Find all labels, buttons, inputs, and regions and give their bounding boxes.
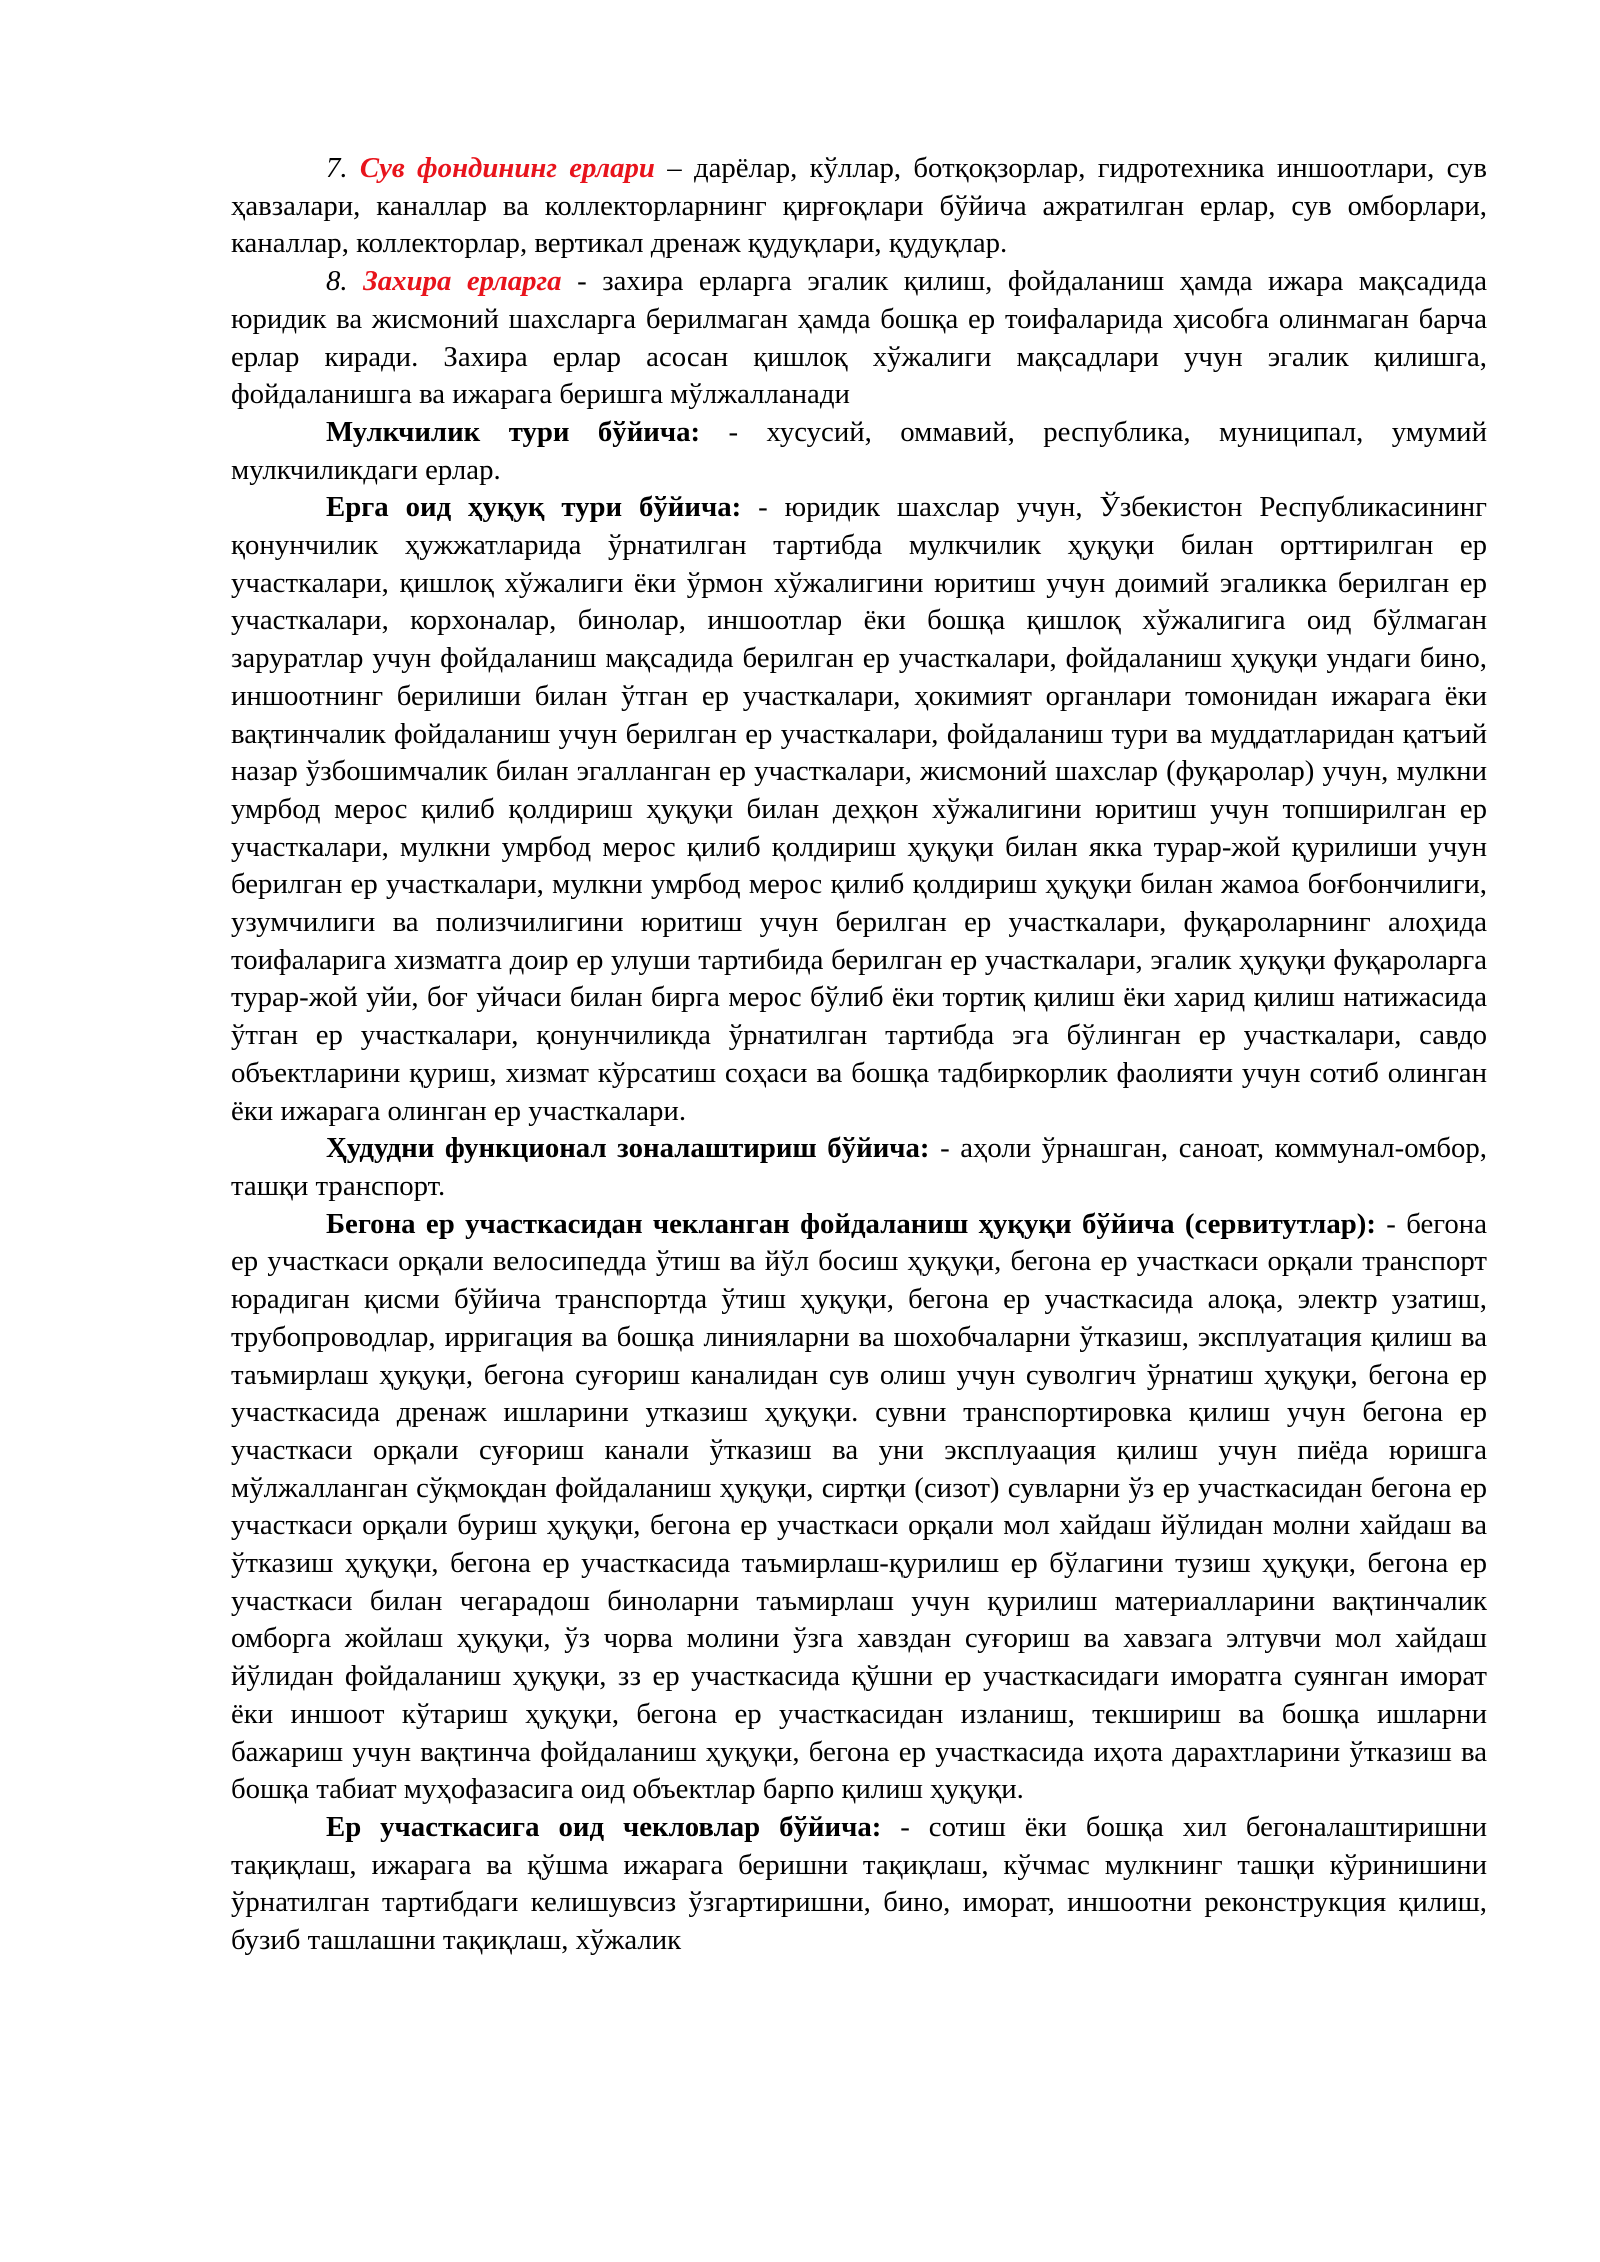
paragraph-land-rights-type: [231, 489, 1487, 1130]
term-water-fund-lands: Сув фондининг ерлари: [359, 152, 655, 184]
paragraph-text: - захира ерларга эгалик қилиш, фойдаланиш ҳамда ижара мақсадида юридик ва жисмоний шахсларга берилмаган ҳамда бошқа ер тоифаларида ҳисобга олинмаган барча ерлар киради. Захира ерлар асосан қишлоқ хўжалиги мақсадлари учун эгалик қилишга, фойдаланишга ва ижарага беришга мўлжалланади: [231, 265, 1488, 411]
paragraph-ownership-type: [231, 414, 1487, 489]
paragraph-water-fund-lands: [231, 150, 1487, 263]
paragraph-land-restrictions: [231, 1809, 1487, 1960]
heading-land-rights-type: Ерга оид ҳуқуқ тури бўйича:: [326, 491, 742, 524]
paragraph-text: - аҳоли ўрнашган, саноат, коммунал-омбор, ташқи транспорт.: [231, 1132, 1487, 1202]
heading-servitudes: Бегона ер участкасидан чекланган фойдаланиш ҳуқуқи бўйича (сервитутлар):: [326, 1207, 1376, 1240]
heading-functional-zoning: Ҳудудни функционал зоналаштириш бўйича:: [326, 1132, 930, 1165]
paragraph-number: 8.: [326, 265, 348, 298]
paragraph-functional-zoning: [231, 1130, 1487, 1205]
term-reserve-lands: Захира ерларга: [363, 265, 562, 298]
heading-ownership-type: Мулкчилик тури бўйича:: [326, 415, 701, 448]
paragraph-text: - бегона ер участкаси орқали велосипедда ўтиш ва йўл босиш ҳуқуқи, бегона ер участкаси орқали транспорт юрадиган қисми бўйича транспортда ўтиш ҳуқуқи, бегона ер участкасида алоқа, электр узатиш, трубопроводлар, ирригация ва бошқа линияларни ва шохобчаларни ўтказиш, эксплуатация қилиш ва таъмирлаш ҳуқуқи, бегона суғориш каналидан сув олиш учун суволгич ўрнатиш ҳуқуқи, бегона ер участкасида дренаж ишларини утказиш ҳуқуқи. сувни транспортировка қилиш учун бегона ер участкаси орқали суғориш канали ўтказиш ва уни эксплуаация қилиш учун пиёда юришга мўлжалланган сўқмоқдан фойдаланиш ҳуқуқи, сиртқи (сизот) сувларни ўз ер участкасидан бегона ер участкаси орқали буриш ҳуқуқи, бегона ер участкаси орқали мол хайдаш йўлидан молни хайдаш ва ўтказиш ҳуқуқи, бегона ер участкасида таъмирлаш-қурилиш ер бўлагини тузиш ҳуқуқи, бегона ер участкаси билан чегарадош биноларни таъмирлаш учун қурилиш материалларини вақтинчалик омборга жойлаш ҳуқуқи, ўз чорва молини ўзга хавздан суғориш ва хавзага элтувчи мол хайдаш йўлидан фойдаланиш ҳуқуқи, зз ер участкасида қўшни ер участкасидаги иморатга суянган иморат ёки иншоот кўтариш ҳуқуқи, бегона ер участкасидан изланиш, текшириш ва бошқа ишларни бажариш учун вақтинча фойдаланиш ҳуқуқи, бегона ер участкасида иҳота дарахтларини ўтказиш ва бошқа табиат муҳофазасига оид объектлар барпо қилиш ҳуқуқи.: [231, 1207, 1487, 1806]
paragraph-servitudes: [231, 1206, 1487, 1809]
paragraph-number: 7.: [326, 152, 348, 184]
document-page: [231, 150, 1487, 1960]
paragraph-text: - юридик шахслар учун, Ўзбекистон Республикасининг қонунчилик ҳужжатларида ўрнатилган тартибда мулкчилик ҳуқуқи билан орттирилган ер участкалари, қишлоқ хўжалиги ёки ўрмон хўжалигини юритиш учун доимий эгаликка берилган ер участкалари, корхоналар, бинолар, иншоотлар ёки бошқа қишлоқ хўжалигига оид бўлмаган заруратлар учун фойдаланиш мақсадида берилган ер участкалари, фойдаланиш ҳуқуқи ундаги бино, иншоотнинг берилиши билан ўтган ер участкалари, ҳокимият органлари томонидан ижарага ёки вақтинчалик фойдаланиш учун берилган ер участкалари, фойдаланиш тури ва муддатларидан қатъий назар ўзбошимчалик билан эгалланган ер участкалари, жисмоний шахслар (фуқаролар) учун, мулкни умрбод мерос қилиб қолдириш ҳуқуқи билан деҳқон хўжалигини юритиш учун топширилган ер участкалари, мулкни умрбод мерос қилиб қолдириш ҳуқуқи билан якка турар-жой қурилиши учун берилган ер участкалари, мулкни умрбод мерос қилиб қолдириш ҳуқуқи билан жамоа боғбончилиги, узумчилиги ва полизчилигини юритиш учун берилган ер участкалари, фуқароларнинг алоҳида тоифаларига хизматга доир ер улуши тартибида берилган ер участкалари, эгалик ҳуқуқи фуқароларга турар-жой уйи, боғ уйчаси билан бирга мерос бўлиб ёки тортиқ қилиш ёки харид қилиш натижасида ўтган ер участкалари, қонунчиликда ўрнатилган тартибда эга бўлинган ер участкалари, савдо объектларини қуриш, хизмат кўрсатиш соҳаси ва бошқа тадбиркорлик фаолияти учун сотиб олинган ёки ижарага олинган ер участкалари.: [231, 491, 1487, 1127]
paragraph-text: – дарёлар, кўллар, ботқоқзорлар, гидротехника иншоотлари, сув ҳавзалари, каналлар ва коллекторларнинг қирғоқлари бўйича ажратилган ерлар, сув омборлари, каналлар, коллекторлар, вертикал дренаж қудуқлари, қудуқлар.: [231, 152, 1487, 260]
paragraph-text: - хусусий, оммавий, республика, муниципал, умумий мулкчиликдаги ерлар.: [231, 415, 1488, 486]
heading-land-restrictions: Ер участкасига оид чекловлар бўйича:: [326, 1810, 882, 1843]
paragraph-text: - сотиш ёки бошқа хил бегоналаштиришни тақиқлаш, ижарага ва қўшма ижарага беришни тақиқлаш, кўчмас мулкнинг ташқи кўринишини ўрнатилган тартибдаги келишувсиз ўзгартиришни, бино, иморат, иншоотни реконструкция қилиш, бузиб ташлашни тақиқлаш, хўжалик: [231, 1810, 1487, 1957]
paragraph-reserve-lands: [231, 263, 1487, 414]
